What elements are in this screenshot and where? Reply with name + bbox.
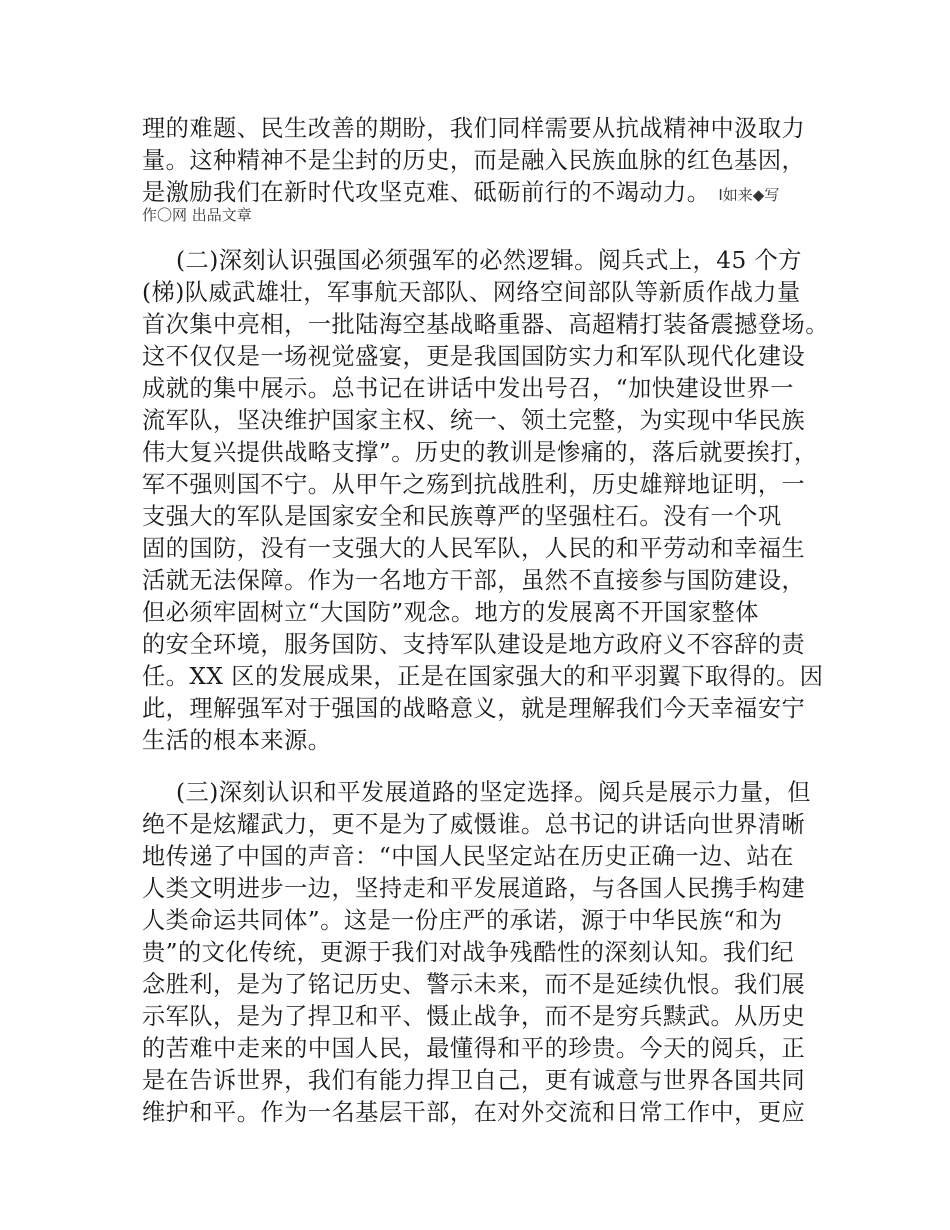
section2-line-10: 固的国防，没有一支强大的人民军队，人民的和平劳动和幸福生	[142, 535, 806, 562]
section2-line-5: 成就的集中展示。总书记在讲话中发出号召，“加快建设世界一	[142, 375, 794, 402]
section2-line-4: 这不仅仅是一场视觉盛宴，更是我国国防实力和军队现代化建设	[142, 343, 806, 370]
section3-line-9: 的苦难中走来的中国人民，最懂得和平的珍贵。今天的阅兵，正	[142, 1035, 806, 1062]
section3-line-7: 念胜利，是为了铭记历史、警示未来，而不是延续仇恨。我们展	[142, 971, 806, 998]
intro-line-2: 量。这种精神不是尘封的历史，而是融入民族血脉的红色基因，	[142, 147, 806, 174]
section2-line-8: 军不强则国不宁。从甲午之殇到抗战胜利，历史雄辩地证明，一	[142, 471, 806, 498]
section2-line-3: 首次集中亮相，一批陆海空基战略重器、高超精打装备震撼登场。	[142, 311, 829, 338]
intro-line-3-text: 是激励我们在新时代攻坚克难、砥砺前行的不竭动力。	[142, 179, 711, 206]
section3-line-1: (三)深刻认识和平发展道路的坚定选择。阅兵是展示力量，但	[176, 779, 811, 806]
section3-line-8: 示军队，是为了捍卫和平、慑止战争，而不是穷兵黩武。从历史	[142, 1003, 806, 1030]
watermark-line: 作〇网 出品文章	[142, 206, 252, 224]
section2-line-2: (梯)队威武雄壮，军事航天部队、网络空间部队等新质作战力量	[142, 279, 801, 306]
section2-line-9: 支强大的军队是国家安全和民族尊严的坚强柱石。没有一个巩	[142, 503, 782, 530]
section2-line-7: 伟大复兴提供战略支撑”。历史的教训是惨痛的，落后就要挨打，	[142, 439, 818, 466]
section3-line-6: 贵”的文化传统，更源于我们对战争残酷性的深刻认知。我们纪	[142, 939, 794, 966]
section3-line-3: 地传递了中国的声音：“中国人民坚定站在历史正确一边、站在	[142, 843, 794, 870]
section3-line-10: 是在告诉世界，我们有能力捍卫自己，更有诚意与世界各国共同	[142, 1067, 806, 1094]
section2-line-16: 生活的根本来源。	[142, 727, 332, 754]
section2-line-15: 此，理解强军对于强国的战略意义，就是理解我们今天幸福安宁	[142, 695, 806, 722]
intro-line-1: 理的难题、民生改善的期盼，我们同样需要从抗战精神中汲取力	[142, 115, 806, 142]
section3-line-2: 绝不是炫耀武力，更不是为了威慑谁。总书记的讲话向世界清晰	[142, 811, 806, 838]
section2-line-13: 的安全环境，服务国防、支持军队建设是地方政府义不容辞的责	[142, 631, 806, 658]
section2-line-14: 任。XX 区的发展成果，正是在国家强大的和平羽翼下取得的。因	[142, 663, 824, 690]
section3-line-4: 人类文明进步一边，坚持走和平发展道路，与各国人民携手构建	[142, 875, 806, 902]
section3-line-5: 人类命运共同体”。这是一份庄严的承诺，源于中华民族“和为	[142, 907, 783, 934]
section2-line-11: 活就无法保障。作为一名地方干部，虽然不直接参与国防建设，	[142, 567, 806, 594]
watermark-inline: I如来◆写	[718, 186, 780, 204]
section2-line-6: 流军队，坚决维护国家主权、统一、领土完整，为实现中华民族	[142, 407, 806, 434]
section2-line-1: (二)深刻认识强国必须强军的必然逻辑。阅兵式上，45 个方	[176, 247, 802, 274]
section2-line-12: 但必须牢固树立“大国防”观念。地方的发展离不开国家整体	[142, 599, 759, 626]
section3-line-11: 维护和平。作为一名基层干部，在对外交流和日常工作中，更应	[142, 1099, 806, 1126]
